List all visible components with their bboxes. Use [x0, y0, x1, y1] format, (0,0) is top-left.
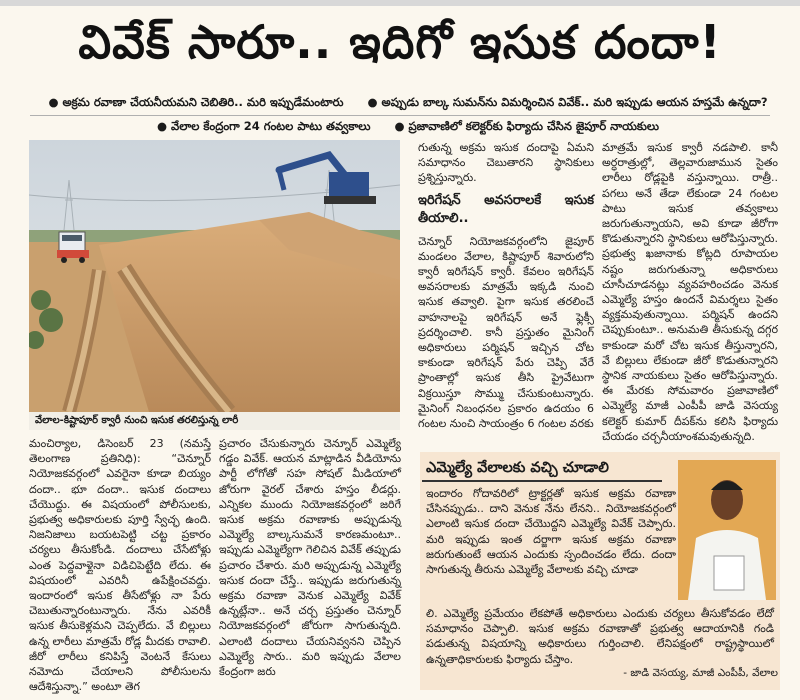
- deck-point: ● వేలాల కేంద్రంగా 24 గంటల పాటు తవ్వకాలు: [157, 119, 370, 136]
- box-text: లి. ఎమ్మెల్యే ప్రమేయం లేకపోతే అధికారులు ఎందుకు చర్యలు తీసుకోవడం లేదో సమాధానం చెప్పాలి. ఇసుక అక్రమ రవాణాతో ప్రభుత్వ ఆదాయానికి గండి పడుతున్న విషయాన్ని అధికారులు గుర్తించాలి. లేనిపక్షంలో రాష్ట్రస్థాయిలో ఉన్నతాధికారులకు ఫిర్యాదు చేస్తాం.: [426, 607, 774, 666]
- article-paragraph: చెన్నూర్‌ నియోజకవర్గంలోని జైపూర్‌ మండలం వేలాల, కిష్టాపూర్‌ శివారులోని క్వారీ ఇరిగేషన్‌ క్వారీ. కేవలం ఇరిగేషన్‌ అవసరాలకు మాత్రమే ఇక్కడి నుంచి ఇసుక తవ్వాలి. పైగా ఇసుక తరలించే వాహనాలపై ఇరిగేషన్‌ అనే ఫ్లెక్సీ ప్రదర్శించాలి. కానీ ప్రస్తుతం మైనింగ్‌ అధికారులు పర్మిషన్‌ ఇచ్చిన చోట కాకుండా ఇరిగేషన్‌ పేరు చెప్పి వేరే ప్రాంతాల్లో ఇసుక తీసి ప్రైవేటుగా విక్రయిస్తూ సొమ్ము చేసుకుంటున్నారు. మైనింగ్‌ నిబంధనల ప్రకారం ఉదయం 6 గంటల నుంచి సాయంత్రం 6 గంటల వరకు: [418, 234, 594, 431]
- photo-caption: వేలాల-కిష్టాపూర్‌ క్వారీ నుంచి ఇసుక తరలిస్తున్న లారీ: [29, 412, 400, 430]
- headline: వివేక్‌ సారూ.. ఇదిగో ఇసుక దందా!: [78, 15, 722, 69]
- deck-point: ● అప్పుడు బాల్క సుమన్‌ను విమర్శించిన వివేక్‌.. మరి ఇప్పుడు ఆయన హస్తమే ఉన్నదా?: [367, 95, 767, 112]
- article-column-4: [602, 140, 778, 444]
- subheading: ఇరిగేషన్‌ అవసరాలకే ఇసుక తీయాలి..: [418, 192, 594, 226]
- article-column-3: [418, 140, 594, 431]
- box-title: [420, 454, 650, 482]
- deck-row-2: [40, 116, 776, 138]
- portrait-photo: [678, 460, 776, 600]
- article-paragraph: ప్రచారం చేసుకున్నారు చెన్నూర్‌ ఎమ్మెల్యే గడ్డం వివేక్‌. ఆయన మాట్లాడిన వీడియోను పార్టీ లోగోతో సహ సోషల్‌ మీడియాలో జోరుగా వైరల్‌ చేశారు హస్తం లీడర్లు. ఎన్నికల ముందు నియోజకవర్గంలో జరిగే ఇసుక అక్రమ రవాణాకు అప్పుడున్న ఎమ్మెల్యే బాల్కసుమనే కారణమంటూ.. ఇప్పుడు ఎమ్మెల్యేగా గెలిచిన వివేక్‌ తప్పుడు ప్రచారం చేశారు. మరి అప్పుడున్న ఎమ్మెల్యే ఇసుక దందా చేస్తే.. ఇప్పుడు జరుగుతున్న అక్రమ రవాణా వెనుక ఎమ్మెల్యే వివేక్‌ ఉన్నట్లేనా.. అనే చర్చ ప్రస్తుతం చెన్నూర్‌ నియోజకవర్గంలో జోరుగా సాగుతున్నది. ఎలాంటి దందాలు చేయనివ్వనని చెప్పిన ఎమ్మెల్యే సారు.. మరి ఇప్పుడు వేలాల కేంద్రంగా జరు: [219, 437, 401, 679]
- article-paragraph: మాత్రమే ఇసుక క్వారీ నడపాలి. కానీ అర్ధరాత్రుల్లో, తెల్లవారుజామున సైతం లారీలు రోడ్లపైకి వస్తున్నాయి. రాత్రీ.. పగలు అనే తేడా లేకుండా 24 గంటల పాటు ఇసుక తవ్వకాలు జరుగుతున్నాయని, అవి కూడా జీరోగా కొడుతున్నారని స్థానికులు ఆరోపిస్తున్నారు. ప్రభుత్వ ఖజానాకు కోట్లది రూపాయల నష్టం జరుగుతున్నా అధికారులు చూసీచూడనట్లు వ్యవహరించడం వెనుక ఎమ్మెల్యే హస్తం ఉందనే విమర్శలు సైతం వ్యక్తమవుతున్నాయి. పర్మిషన్‌ ఉందని చెప్పుకుంటూ.. అనుమతి తీసుకున్న దగ్గర కాకుండా మరో చోట ఇసుక తీస్తున్నారని, వే బిల్లులు లేకుండా జీరో కొడుతున్నారని స్థానిక నాయకులు సైతం ఆరోపిస్తున్నారు. ఈ మేరకు సోమవారం ప్రజావాణిలో ఎమ్మెల్యే మాజీ ఎంపీపీ జాడి వెసయ్య కలెక్టర్‌ కుమార్‌ దీపక్‌ను కలిసి ఫిర్యాదు చేయడం చర్చనీయాంశమవుతున్నది.: [602, 141, 778, 443]
- box-title-text: ఎమ్మెల్యే వేలాలకు వచ్చి చూడాలి: [426, 460, 609, 476]
- box-signature: - జాడి వెసయ్య, మాజీ ఎంపీపీ, వేలాల: [623, 667, 778, 679]
- deck-point: ● అక్రమ రవాణా చేయనీయమని చెబితిరి.. మరి ఇప్పుడేమంటారు: [48, 95, 343, 112]
- title-underline: [422, 480, 662, 482]
- article-paragraph: గుతున్న అక్రమ ఇసుక దందాపై ఏమని సమాధానం చెబుతారని స్థానికులు ప్రశ్నిస్తున్నారు.: [418, 141, 594, 185]
- news-photo-sand-quarry: [29, 140, 400, 412]
- article-column-2: [219, 436, 401, 679]
- deck-point: ● ప్రజావాణిలో కలెక్టర్‌కు ఫిర్యాదు చేసిన జైపూర్‌ నాయకులు: [394, 119, 659, 136]
- article-column-1: [29, 436, 211, 694]
- deck-row-1: [40, 92, 776, 114]
- box-text: ఇందారం గోదావరిలో ట్రాక్టర్లతో ఇసుక అక్రమ రవాణా చేసినప్పుడు.. దాని వెనుక నేను లేనని.. నియోజకవర్గంలో ఎలాంటి ఇసుక దందా చేయొద్దని ఎమ్మెల్యే వివేక్‌ చెప్పారు. మరి ఇప్పుడు ఇంత దర్జాగా ఇసుక అక్రమ రవాణా జరుగుతుంటే ఆయన ఎందుకు స్పందించడం లేదు. దందా సాగుతున్న తీరును ఎమ్మెల్యే వేలాలకు వచ్చి చూడా: [426, 487, 676, 577]
- article-paragraph: మంచిర్యాల, డిసెంబర్‌ 23 (నమస్తే తెలంగాణ ప్రతినిధి): “చెన్నూర్‌ నియోజకవర్గంలో ఎవరైనా కూడా బియ్యం దందా.. భూ దందా.. ఇసుక దందాలు చేయొద్దు. ఈ విషయంలో పోలీసులకు, ప్రభుత్వ అధికారులకు పూర్తి స్వేచ్ఛ ఉంది. నిజనిజాలు బయటపెట్టి చట్ట ప్రకారం చర్యలు తీసుకోండి. దందాలు చేసేటోళ్లు ఎంత పెద్దవాళ్లైనా విడిచిపెట్టేది లేదు. ఈ విషయంలో ఎవరినీ ఉపేక్షించవద్దు. ఇందారంలో ఇసుక తీసేటోళ్లు నా పేరు చెబుతున్నారంటున్నారు. నేను ఎవరికీ ఇసుక తీసుకెళ్లమని చెప్పలేదు. వే బిల్లులు ఉన్న లారీలు మాత్రమే రోడ్ల మీదకు రావాలి. జీరో లారీలు కనిపిస్తే వెంటనే కేసులు నమోదు చేయాలని పోలీసులను ఆదేశిస్తున్నా.” అంటూ తెగ: [29, 437, 211, 694]
